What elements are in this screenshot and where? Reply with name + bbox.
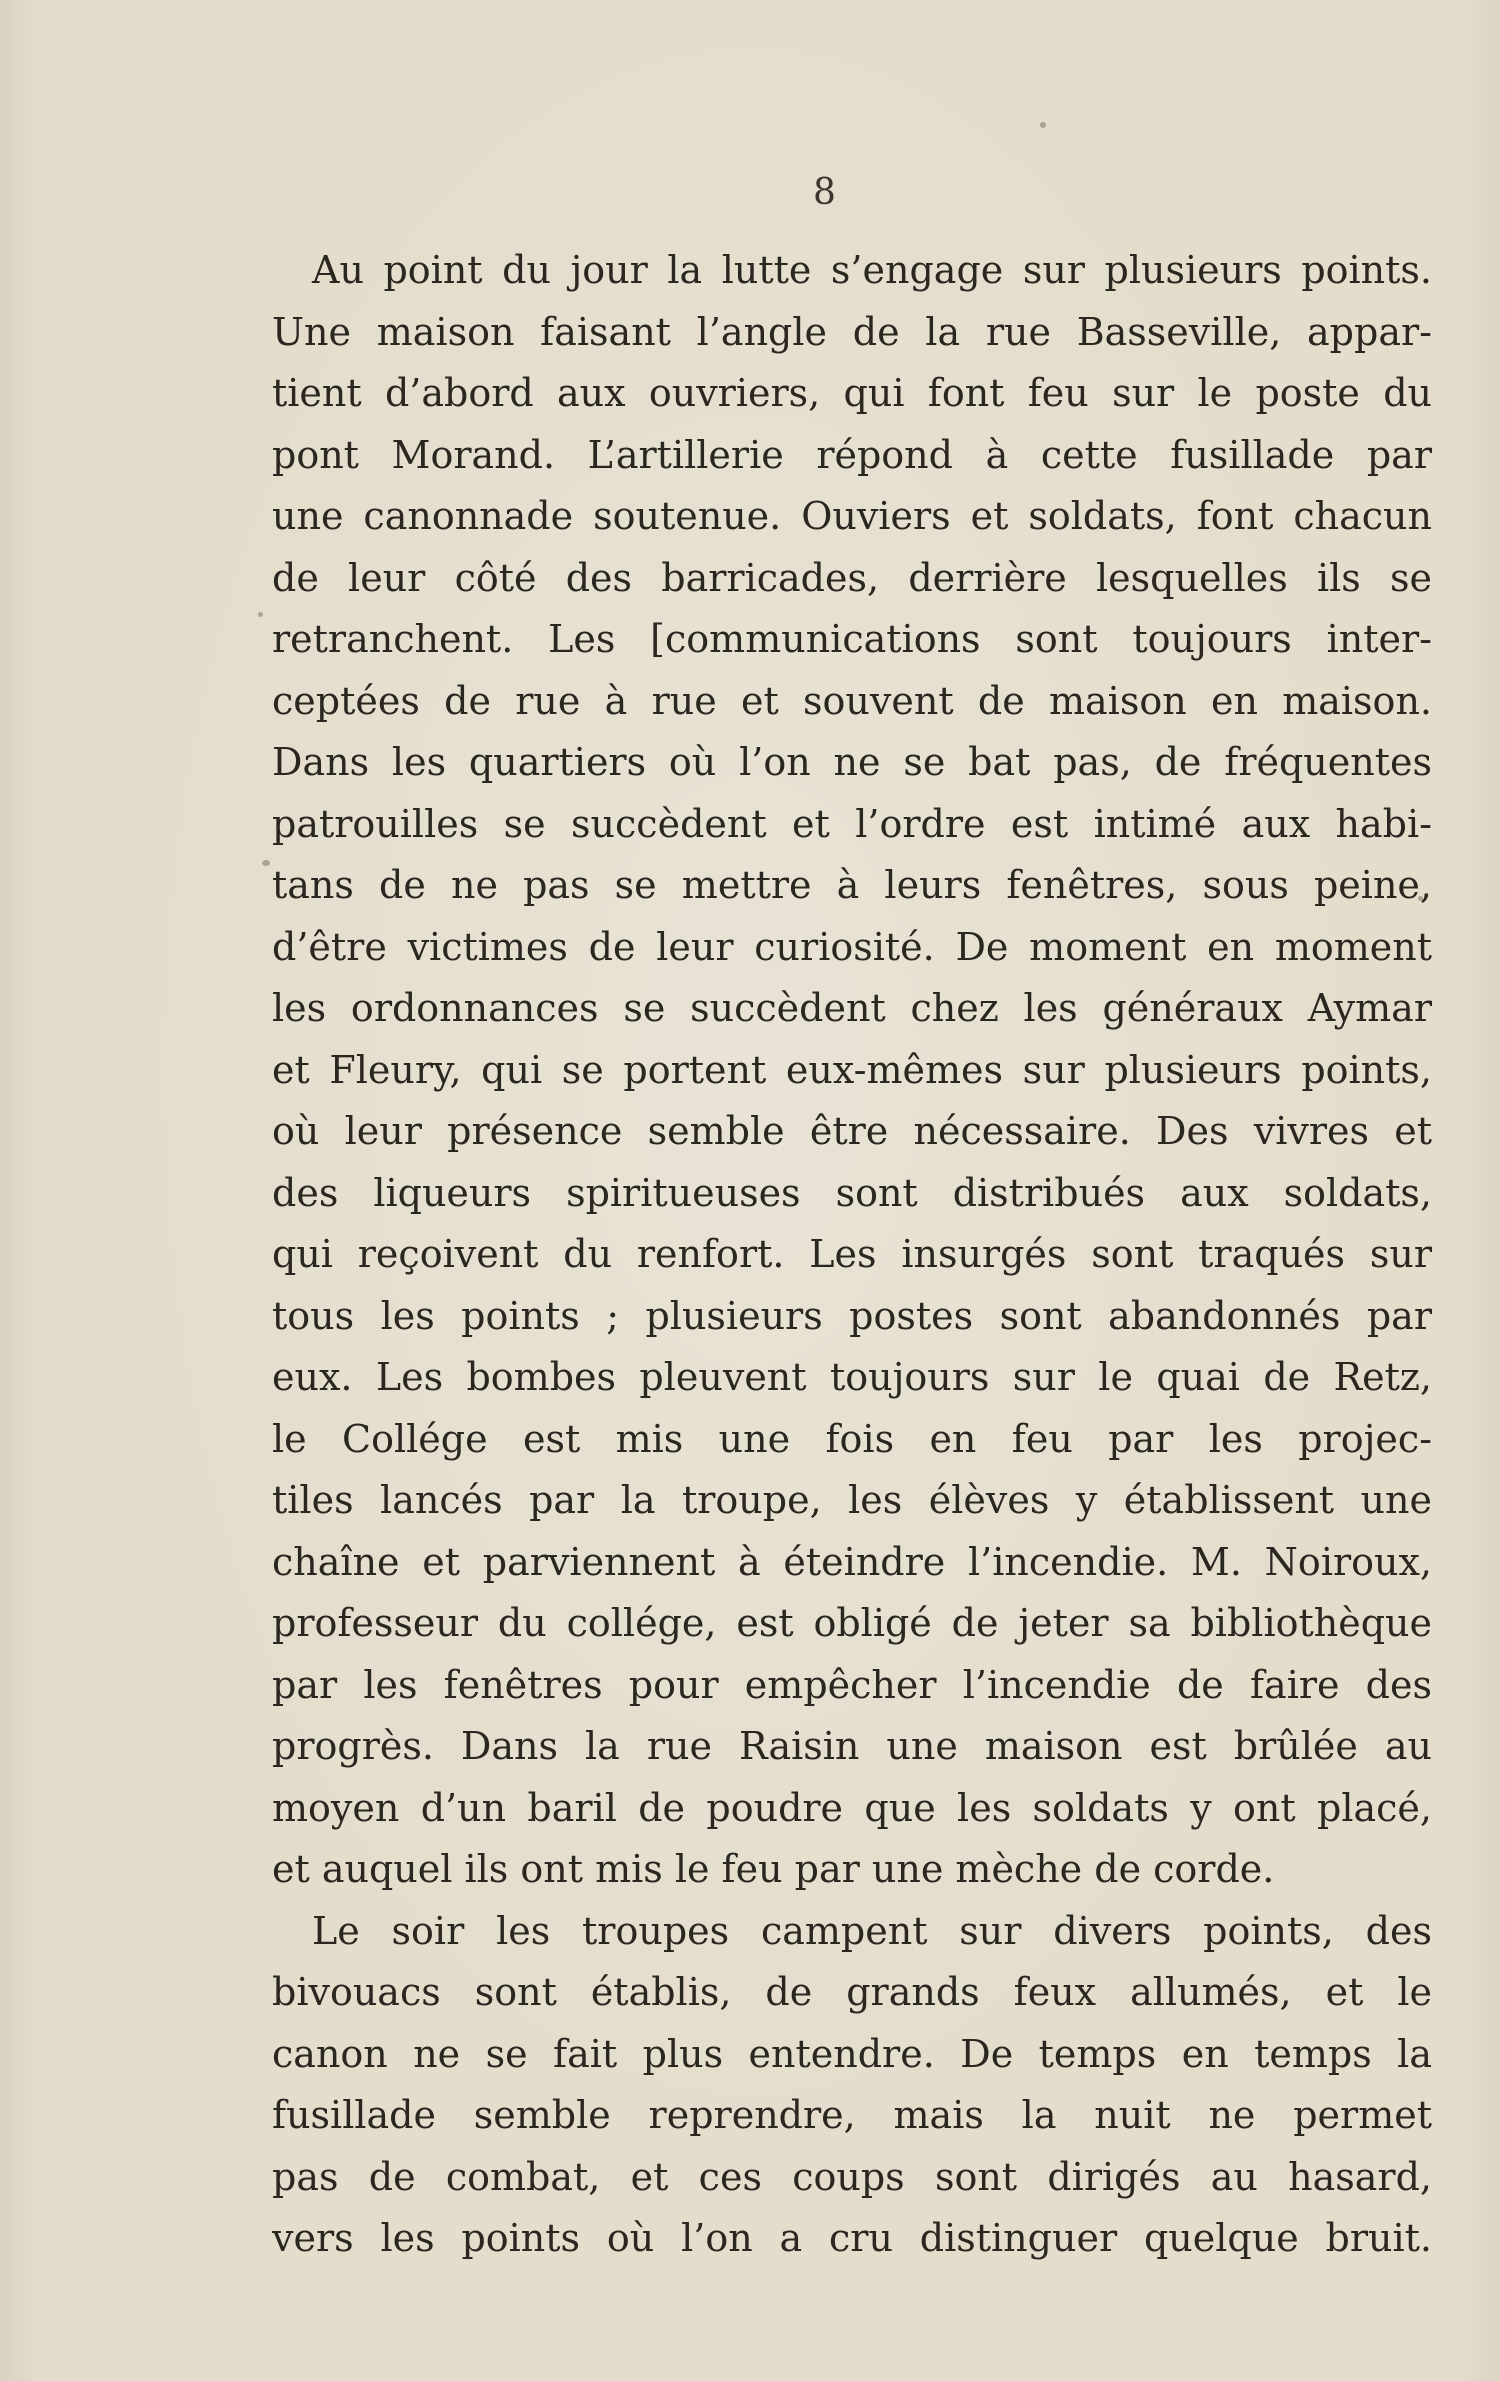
text-line: de leur côté des barricades, derrière lesquelles ils se [272,555,1432,600]
text-line: canon ne se fait plus entendre. De temps en temps la [272,2031,1432,2076]
text-line: retranchent. Les [communications sont toujours inter- [272,617,1432,661]
paragraph-2 [272,1901,1432,2270]
paragraph-1 [272,240,1432,1901]
text-line: tient d’abord aux ouvriers, qui font feu sur le poste du [272,371,1432,415]
text-line: patrouilles se succèdent et l’ordre est intimé aux habi- [272,801,1432,846]
text-line: vers les points où l’on a cru distinguer quelque bruit. [272,2216,1432,2260]
text-line: moyen d’un baril de poudre que les soldats y ont placé, [272,1785,1432,1830]
paper-speck [1040,122,1046,128]
body-text [272,240,1432,2270]
page-number: 8 [813,172,837,213]
text-line: tans de ne pas se mettre à leurs fenêtres, sous peine, [272,863,1432,907]
text-line: professeur du collége, est obligé de jeter sa bibliothèque [272,1601,1432,1645]
text-line: progrès. Dans la rue Raisin une maison est brûlée au [272,1724,1432,1768]
paper-speck [258,612,263,617]
text-line: d’être victimes de leur curiosité. De moment en moment [272,924,1432,969]
text-line: par les fenêtres pour empêcher l’incendie de faire des [272,1662,1432,1707]
text-line: et auquel ils ont mis le feu par une mèche de corde. [272,1847,1275,1891]
text-line: qui reçoivent du renfort. Les insurgés sont traqués sur [272,1232,1432,1276]
text-line: Dans les quartiers où l’on ne se bat pas, de fréquentes [272,740,1432,784]
text-line: pont Morand. L’artillerie répond à cette fusillade par [272,432,1432,477]
text-line: fusillade semble reprendre, mais la nuit ne permet [272,2093,1432,2137]
text-line: et Fleury, qui se portent eux-mêmes sur plusieurs points, [272,1047,1432,1092]
text-line: où leur présence semble être nécessaire. Des vivres et [272,1109,1432,1153]
text-line: des liqueurs spiritueuses sont distribués aux soldats, [272,1170,1432,1215]
text-line: eux. Les bombes pleuvent toujours sur le quai de Retz, [272,1355,1432,1399]
text-line: tous les points ; plusieurs postes sont abandonnés par [272,1293,1432,1338]
text-line: Au point du jour la lutte s’engage sur plusieurs points. [312,248,1432,292]
text-line: une canonnade soutenue. Ouviers et soldats, font chacun [272,494,1432,538]
text-line: tiles lancés par la troupe, les élèves y établissent une [272,1478,1432,1522]
text-line: bivouacs sont établis, de grands feux allumés, et le [272,1970,1432,2014]
paper-speck [262,860,270,866]
text-line: Une maison faisant l’angle de la rue Basseville, appar- [272,309,1432,354]
paper-speck [1418,896,1423,901]
text-line: le Collége est mis une fois en feu par les projec- [272,1416,1432,1461]
text-line: pas de combat, et ces coups sont dirigés au hasard, [272,2154,1432,2199]
text-line: les ordonnances se succèdent chez les généraux Aymar [272,986,1432,1030]
text-line: ceptées de rue à rue et souvent de maison en maison. [272,678,1432,723]
text-line: chaîne et parviennent à éteindre l’incendie. M. Noiroux, [272,1539,1432,1584]
text-line: Le soir les troupes campent sur divers points, des [312,1908,1432,1953]
